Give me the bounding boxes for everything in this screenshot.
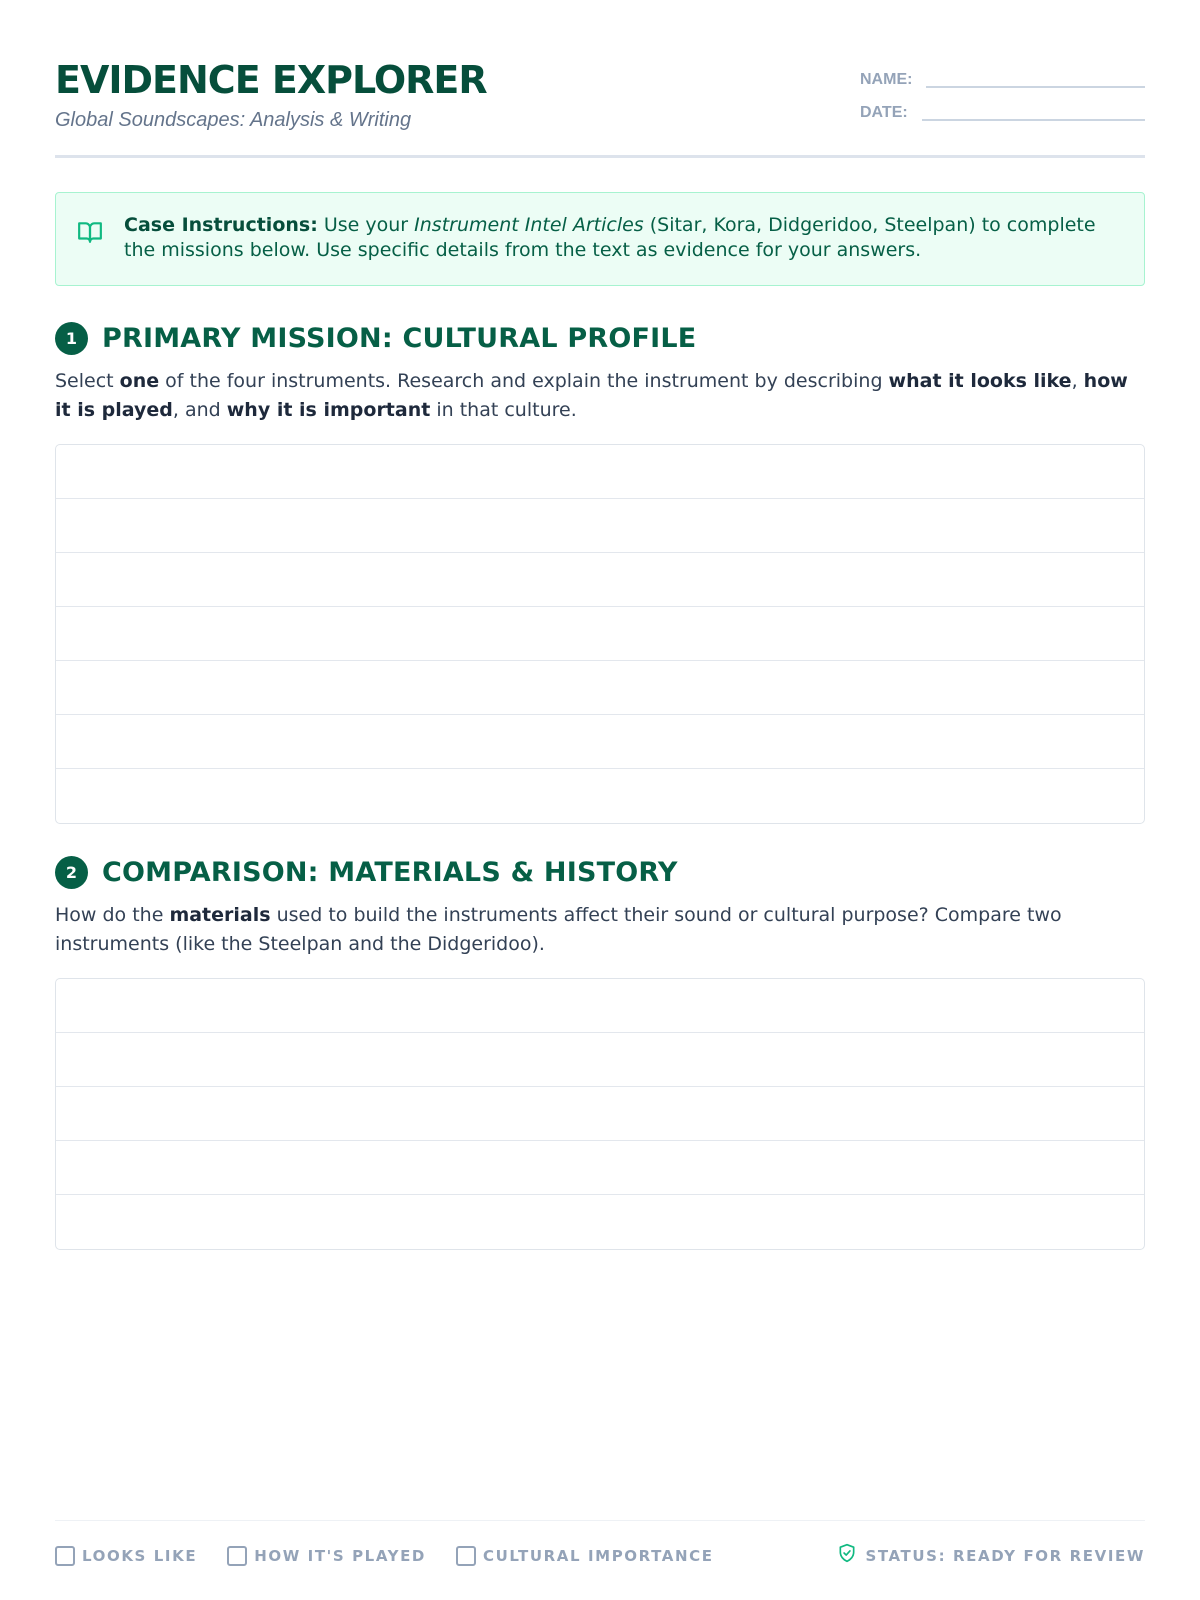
instructions-text (124, 213, 1108, 263)
instructions-callout (55, 192, 1145, 286)
prompt-emphasis: why it is important (226, 399, 431, 421)
answer-line[interactable] (56, 607, 1144, 661)
section-prompt (55, 367, 1145, 425)
section-title: PRIMARY MISSION: CULTURAL PROFILE (102, 322, 697, 354)
page-subtitle: Global Soundscapes: Analysis & Writing (55, 109, 412, 131)
answer-line[interactable] (56, 1141, 1144, 1195)
prompt-text: of the four instruments. Research and explain the instrument by describing (159, 370, 889, 392)
checkbox[interactable] (456, 1546, 476, 1566)
date-label: DATE: (860, 104, 908, 121)
checklist-item-looks-like[interactable] (55, 1546, 197, 1566)
prompt-text: , (1071, 370, 1084, 392)
section-prompt (55, 901, 1145, 959)
checklist-label: LOOKS LIKE (82, 1546, 198, 1565)
answer-line[interactable] (56, 715, 1144, 769)
prompt-emphasis: how it is played (55, 370, 1128, 421)
answer-line[interactable] (56, 1195, 1144, 1249)
checkbox[interactable] (55, 1546, 75, 1566)
page-title: EVIDENCE EXPLORER (55, 58, 487, 102)
answer-line[interactable] (56, 499, 1144, 553)
checklist-label: CULTURAL IMPORTANCE (482, 1546, 714, 1565)
section-heading (55, 852, 1145, 892)
answer-box-cultural-profile[interactable] (55, 444, 1145, 824)
instructions-text-part: Use your (317, 214, 415, 236)
name-label: NAME: (860, 71, 913, 88)
shield-check-icon (837, 1543, 865, 1568)
prompt-emphasis: materials (169, 904, 271, 926)
prompt-text: in that culture. (430, 399, 577, 421)
answer-line[interactable] (56, 1033, 1144, 1087)
prompt-text: How do the (55, 904, 170, 926)
section-number-badge: 2 (55, 856, 88, 889)
answer-box-materials-history[interactable] (55, 978, 1145, 1250)
answer-line[interactable] (56, 769, 1144, 823)
checkbox[interactable] (227, 1546, 247, 1566)
instructions-text-part: (Sitar, Kora, Didgeridoo, Steelpan) to complete the missions below. Use specific details from the text as evidence for your answers. (124, 214, 1096, 261)
student-info-fields (860, 58, 1145, 124)
section-cultural-profile (55, 318, 1145, 425)
prompt-emphasis: what it looks like (888, 370, 1072, 392)
status-indicator (837, 1543, 1145, 1568)
checklist-label: HOW IT'S PLAYED (254, 1546, 426, 1565)
footer-checklist-bar (55, 1520, 1145, 1568)
answer-line[interactable] (56, 445, 1144, 499)
checklist-item-cultural-importance[interactable] (456, 1546, 714, 1566)
prompt-text: used to build the instruments affect their sound or cultural purpose? Compare two instruments (like the Steelpan and the Didgeridoo). (55, 904, 1062, 955)
prompt-text: , and (172, 399, 227, 421)
worksheet-header (55, 52, 1145, 158)
date-field[interactable] (922, 119, 1145, 121)
prompt-text: Select (55, 370, 120, 392)
section-number-badge: 1 (55, 322, 88, 355)
name-field[interactable] (926, 86, 1145, 88)
articles-reference: Instrument Intel Articles (414, 214, 644, 236)
instructions-lead: Case Instructions: (124, 214, 318, 236)
answer-line[interactable] (56, 553, 1144, 607)
answer-line[interactable] (56, 979, 1144, 1033)
name-field-row (860, 58, 1145, 91)
prompt-emphasis: one (119, 370, 160, 392)
section-materials-history (55, 852, 1145, 959)
status-text: STATUS: READY FOR REVIEW (865, 1546, 1145, 1565)
checklist-item-how-played[interactable] (227, 1546, 426, 1566)
section-title: COMPARISON: MATERIALS & HISTORY (102, 856, 678, 888)
answer-line[interactable] (56, 661, 1144, 715)
section-heading (55, 318, 1145, 358)
answer-line[interactable] (56, 1087, 1144, 1141)
date-field-row (860, 91, 1145, 124)
